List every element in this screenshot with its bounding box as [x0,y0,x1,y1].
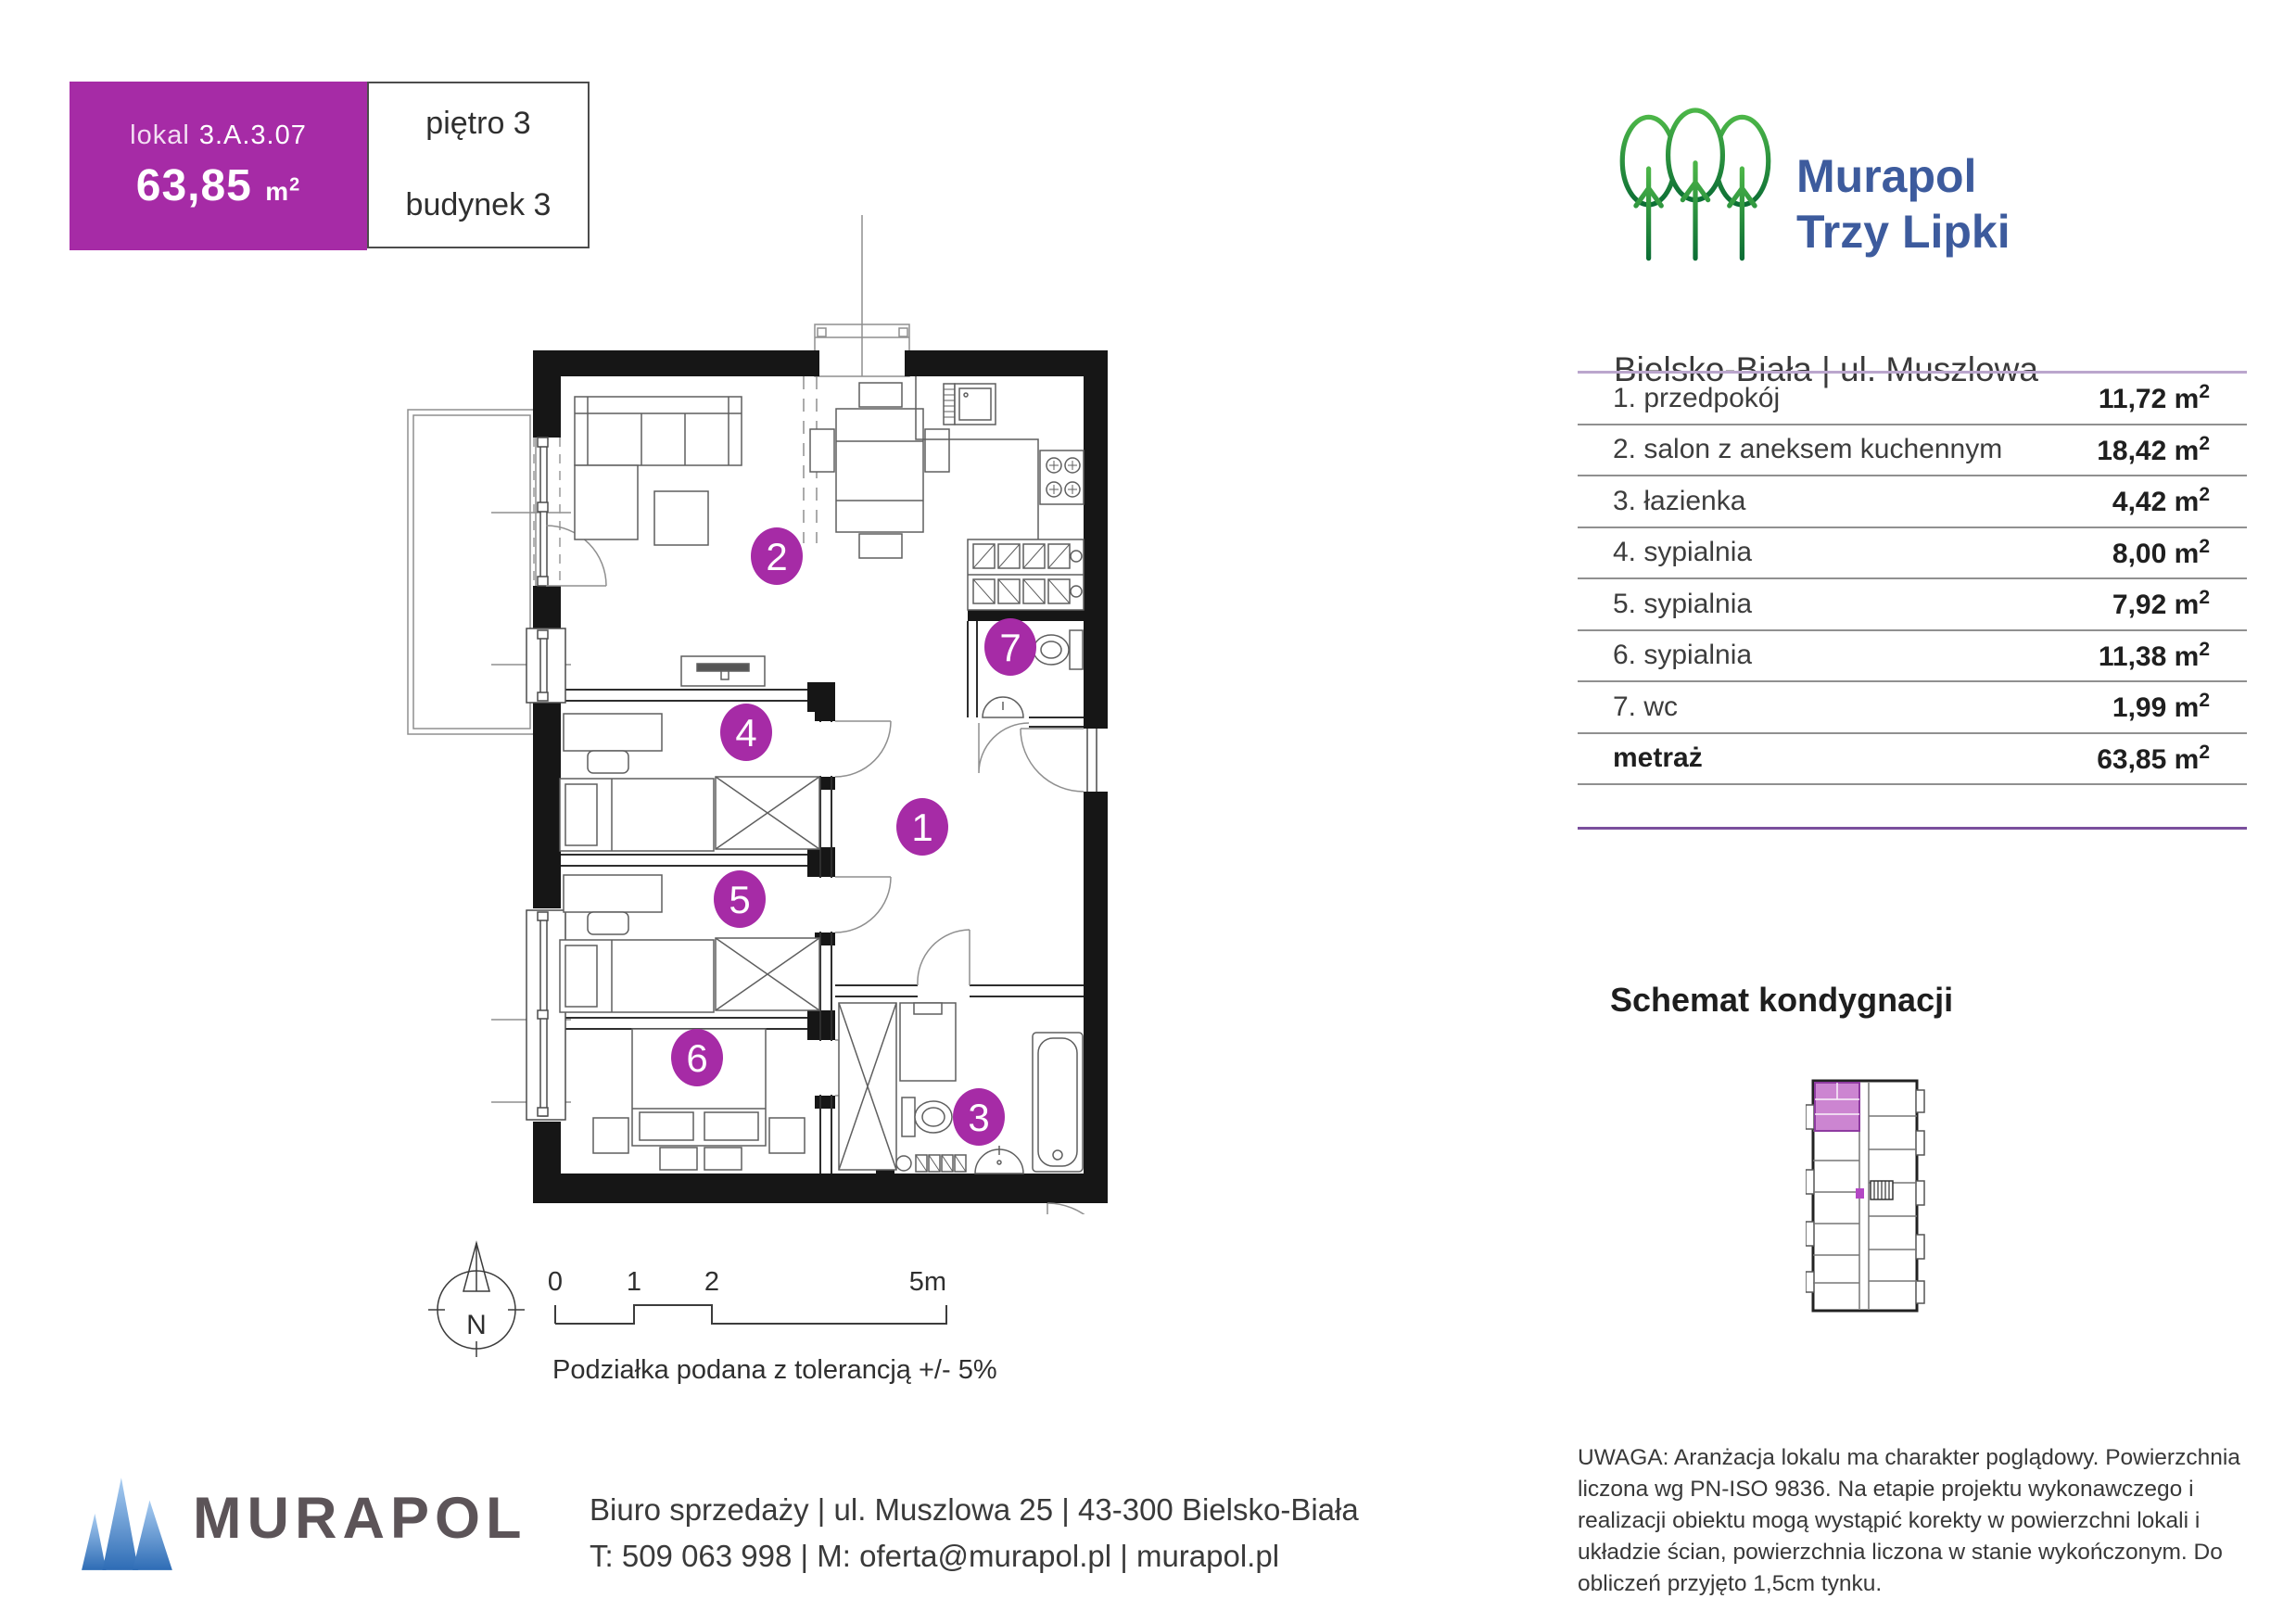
room4-bed-icon [560,779,714,851]
scale-tolerance-note: Podziałka podana z tolerancją +/- 5% [552,1355,997,1385]
building-label: budynek 3 [405,187,552,222]
unit-area: 63,85 $m^2$ [135,161,301,210]
room-label: 1. przedpokój [1613,382,1781,413]
room-area-value: 8,00 $m^2$ [2112,535,2210,569]
table-row-total [1578,734,2247,786]
table-row [1578,476,2247,528]
schematic-door-marker [1856,1188,1864,1199]
footer-brand-wordmark: MURAPOL [193,1486,527,1551]
murapol-m-logo-icon [82,1472,176,1574]
kitchen-cabinets-icon [968,539,1084,610]
room-marker-number: 2 [766,535,788,579]
room-area-value: 7,92 $m^2$ [2112,587,2210,621]
room-label: 6. sypialnia [1613,640,1753,671]
floor-schematic [1806,1072,1963,1322]
footer-contact-block [590,1487,1359,1580]
room-area-value: 63,85 $m^2$ [2097,741,2210,775]
tv-cabinet-icon [681,656,765,686]
unit-number-line [130,121,307,151]
washer-icon [900,1003,956,1081]
scale-tick-label: 0 [547,1267,564,1297]
stove-icon [1040,450,1084,504]
table-row [1578,528,2247,580]
dining-table-icon [810,383,949,558]
unit-number: 3.A.3.07 [198,121,307,150]
room-label: 4. sypialnia [1613,537,1753,568]
table-row [1578,682,2247,734]
room-area-value: 1,99 $m^2$ [2112,690,2210,724]
footer-address-line: Biuro sprzedaży | ul. Muszlowa 25 | 43-300 Bielsko-Biała [590,1492,1359,1527]
compass-icon [417,1237,538,1358]
scale-bar [542,1253,959,1346]
table-row [1578,374,2247,425]
room-label: metraż [1613,742,1703,774]
disclaimer-note: UWAGA: Aranżacja lokalu ma charakter poglądowy. Powierzchnia liczona wg PN-ISO 9836. Na etapie projektu wykonawczego i realizacji obiektu mogą wystąpić korekty w powierzchni lokali i układzie ścian, powierzchnia liczona w stanie wykończonym. Do obliczeń przyjęto 1,5cm tynku. [1578,1445,2240,1596]
compass-north-label: N [466,1310,487,1340]
coffee-table-icon [654,491,708,545]
unit-id-box [70,82,367,250]
purple-divider-line [1578,827,2247,830]
room-marker-number: 6 [686,1036,708,1081]
room5-bed-icon [560,940,714,1012]
room-label: 5. sypialnia [1613,588,1753,619]
room-marker-number: 5 [729,878,751,922]
brand-name [1796,148,2011,260]
room5-desk-icon [564,875,662,934]
table-row [1578,579,2247,631]
floor-plan [399,213,1131,1214]
schematic-title: Schemat kondygnacji [1610,981,1954,1019]
room4-desk-icon [564,714,662,773]
radiator-icon [896,1155,966,1172]
floor-box [367,82,590,166]
brand-line1: Murapol [1796,150,1977,202]
room-area-value: 18,42 $m^2$ [2097,432,2210,466]
table-row [1578,631,2247,683]
schematic-stairs-icon [1871,1181,1893,1199]
footer-contact-line: T: 509 063 998 | M: oferta@murapol.pl | murapol.pl [590,1539,1280,1573]
rooms-area-table [1578,371,2247,785]
wc-sink-icon [983,697,1023,717]
room5-wardrobe-icon [716,938,819,1010]
room-area-value: 11,72 $m^2$ [2098,381,2210,415]
room-label: 2. salon z aneksem kuchennym [1613,434,2003,465]
kitchen-sink-icon [944,384,996,425]
bathroom-wardrobe-icon [839,1003,896,1170]
room-label: 7. wc [1613,691,1679,722]
room-marker-number: 4 [735,711,757,755]
floor-label: piętro 3 [425,106,531,141]
room-marker-number: 7 [999,626,1021,670]
project-location: Bielsko-Biała | ul. Muszlowa [1614,350,2038,388]
brand-line2: Trzy Lipki [1796,206,2011,258]
scale-labels [548,1267,946,1297]
trees-logo-icon [1617,104,1773,271]
bathroom-toilet-icon [902,1097,952,1136]
room-marker-number: 3 [968,1096,990,1140]
scale-tick-label: 2 [704,1267,720,1297]
scale-tick-label: 5m [908,1267,946,1297]
room-area-value: 4,42 $m^2$ [2112,484,2210,518]
room4-wardrobe-icon [716,777,819,849]
unit-label: lokal [130,121,190,150]
room-label: 3. łazienka [1613,485,1746,516]
room-area-value: 11,38 $m^2$ [2098,638,2210,672]
scale-tick-label: 1 [626,1267,642,1297]
table-row [1578,425,2247,477]
room-marker-number: 1 [911,806,933,850]
bathroom-sink-icon [975,1146,1023,1174]
bathtub-icon [1033,1033,1083,1172]
wc-toilet-icon [1034,630,1083,669]
